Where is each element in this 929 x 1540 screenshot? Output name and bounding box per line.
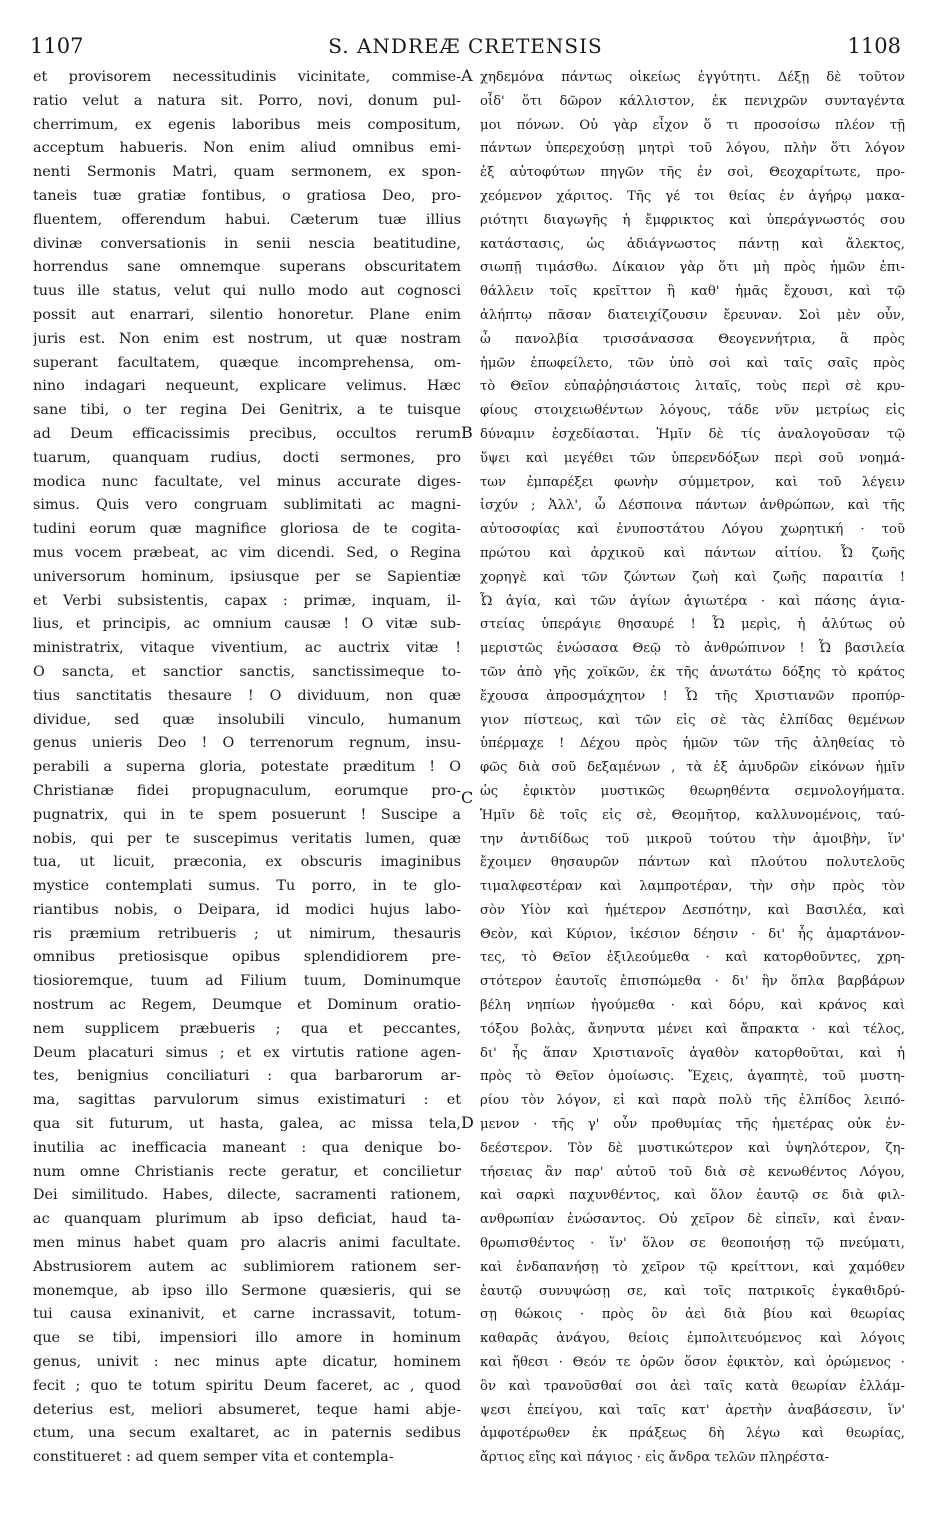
latin-text-line: tiosioremque, tuum ad Filium tuum, Dominumque [33, 973, 461, 990]
latin-text-line: ris præmium retribueris ; ut nimirum, thesauris [33, 925, 461, 942]
latin-text-line: ac quanquam plurimum ab ipso deficiat, haud ta- [33, 1211, 461, 1228]
greek-text-line: ὡς ἐφικτὸν μυστικῶς θεωρηθέντα σεμνολογήματα. [480, 783, 905, 799]
latin-text-line: pugnatrix, qui in te spem posuerunt ! Suscipe a [33, 806, 461, 823]
greek-text-line: βέλη νηπίων ἡγούμεθα · καὶ δόρυ, καὶ κράνος καὶ [480, 998, 905, 1014]
greek-text-line: των ἐμπαρέξει φωνὴν σύμμετρον, καὶ τοῦ λέγειν [480, 474, 905, 490]
latin-text-line: genus, univit : nec minus apte dicatur, hominem [33, 1354, 461, 1371]
latin-text-line: ratio velut a natura sit. Porro, novi, donum pul- [33, 92, 461, 109]
greek-text-line: ριότητι διαγωγῆς ἡ ἔμφρικτος καὶ ὑπεράγνωστός σου [480, 212, 905, 228]
greek-text-line: γιον πίστεως, καὶ τῶν εἰς σὲ τὰς ἐλπίδας θεμένων [480, 712, 905, 728]
latin-text-line: superant facultatem, quæque incomprehensa, om- [33, 354, 461, 371]
greek-text-line: τόξου βολὰς, ἄνηνυτα μένει καὶ ἄπρακτα · καὶ τέλος, [480, 1021, 905, 1037]
latin-text-line: O sancta, et sanctior sanctis, sanctissimeque to- [33, 663, 461, 680]
greek-text-line: θάλλειν τοῖς κρεῖττον ἢ καθ' ἡμᾶς ἔχουσι, καὶ τῷ [480, 284, 905, 300]
latin-text-line: et Verbi subsistentis, capax : primæ, inquam, il- [33, 592, 461, 609]
latin-text-line: Abstrusiorem autem ac sublimiorem rationem ser- [33, 1258, 461, 1275]
greek-column [480, 66, 905, 1470]
margin-marker-d: D [461, 1113, 474, 1132]
latin-text-line: que se tibi, impensiori illo amore in hominum [33, 1330, 461, 1347]
latin-text-line: tuus ille status, velut qui nullo modo aut cognosci [33, 283, 461, 300]
greek-text-line: μοι πόνων. Οὐ γὰρ εἶχον ὅ τι προσοίσω πλέον τῇ [480, 117, 905, 133]
greek-text-line: καθαρᾶς ἀνάγου, θείοις ἐμπολιτευόμενος καὶ λόγοις [480, 1331, 905, 1347]
greek-text-line: δι' ἧς ἅπαν Χριστιανοῖς ἀγαθὸν κατορθοῦται, καὶ ἡ [480, 1045, 905, 1061]
greek-text-line: ἡμῶν ἐπωφείλετο, τῶν ὑπὸ σοὶ καὶ ταῖς σαῖς πρὸς [480, 355, 905, 371]
greek-text-line: πάντων ὑπερεχούσῃ μητρὶ τοῦ λόγου, πλὴν ὅτι λόγον [480, 141, 905, 157]
greek-text-line: ὃν καὶ τρανοῦσθαί σοι ἀεὶ ταῖς κατὰ θεωρίαν ἐλλάμ- [480, 1378, 905, 1394]
latin-text-line: lius, et principis, ac omnium causæ ! O vitæ sub- [33, 616, 461, 633]
greek-text-line: φῶς διὰ σοῦ δεξαμένων , τὰ ἐξ ἀμυδρῶν εἰκόνων ἡμῖν [480, 760, 905, 776]
latin-text-line: sane tibi, o ter regina Dei Genitrix, a te tuisque [33, 402, 461, 419]
greek-text-line: ὕψει καὶ μεγέθει τῶν ὑπερενδόξων περὶ σοῦ νοημά- [480, 450, 905, 466]
greek-text-line: ανθρωπίαν ἑνώσαντος. Οὐ χεῖρον δὲ εἰπεῖν, καὶ ἐναν- [480, 1212, 905, 1228]
latin-text-line: fluentem, offerendum habui. Cæterum tuæ illius [33, 211, 461, 228]
greek-text-line: Θεὸν, καὶ Κύριον, ἱκέσιον δέησιν · δι' ἧς ἁμαρτάνον- [480, 926, 905, 942]
greek-text-line: την ἀντιδίδως τοῦ μικροῦ τούτου τὴν ἀμοιβὴν, ἵν' [480, 831, 905, 847]
greek-text-line: χηδεμόνα πάντως οἰκείως ἐγγύτητι. Δέξῃ δὲ τοῦτον [480, 70, 905, 85]
latin-text-line: mus vocem præbeat, ac vim dicendi. Sed, o Regina [33, 544, 461, 561]
latin-text-line: men minus habet quam pro alacris animi facultate. [33, 1235, 461, 1252]
latin-text-line: Christianæ fidei propugnaculum, eorumque pro- [33, 782, 461, 799]
greek-text-line: σὸν Υἱὸν καὶ ἡμέτερον Δεσπότην, καὶ Βασιλέα, καὶ [480, 902, 905, 918]
latin-text-line: fecit ; quo te totum spiritu Deum faceret, ac , quod [33, 1377, 461, 1394]
right-page-number: 1108 [847, 34, 901, 58]
latin-text-line: juris est. Non enim est nostrum, ut quæ nostram [33, 330, 461, 347]
greek-text-line: δύναμιν ἐσχεδίασται. Ἡμῖν δὲ τίς ἀναλογοῦσαν τῷ [480, 426, 905, 442]
greek-text-line: θρωπισθέντος · ἵν' ὅλον σε θεοποιήσῃ τῷ πνεύματι, [480, 1236, 905, 1252]
greek-text-line: οἶδ' ὅτι δῶρον κάλλιστον, ἐκ πενιχρῶν συνταγέντα [480, 93, 905, 109]
latin-text-line: qua sit futurum, ut hasta, galea, ac missa tela, [33, 1116, 461, 1133]
latin-text-line: deterius est, meliori absumeret, teque hami abje- [33, 1401, 461, 1418]
latin-text-line: mystice contemplati sumus. Tu porro, in te glo- [33, 878, 461, 895]
greek-text-line: ἰσχύν ; Ἀλλ', ὦ Δέσποινα πάντων ἀνθρώπων, καὶ τῆς [480, 498, 905, 514]
latin-text-line: constitueret : ad quem semper vita et contempla- [33, 1449, 394, 1466]
greek-text-line: ἀμφοτέρωθεν ἐκ πράξεως δὴ λέγω καὶ θεωρίας, [480, 1426, 905, 1442]
greek-text-line: ἔχουσα ἀπροσμάχητον ! Ὦ τῆς Χριστιανῶν προπύρ- [480, 688, 905, 704]
latin-text-line: horrendus sane omnemque superans obscuritatem [33, 259, 461, 276]
latin-text-line: universorum hominum, ipsiusque per se Sapientiæ [33, 568, 461, 585]
greek-text-line: πρὸς τὸ Θεῖον ὁμοίωσις. Ἔχεις, ἀγαπητὲ, τοῦ μυστη- [480, 1069, 905, 1085]
latin-text-line: genus unieris Deo ! O terrenorum regnum, insu- [33, 735, 461, 752]
latin-text-line: acceptum habueris. Non enim aliud omnibus emi- [33, 140, 461, 157]
latin-text-line: num omne Christianis recte geratur, et concilietur [33, 1163, 461, 1180]
greek-text-line: Ἡμῖν δὲ τοῖς εἰς σὲ, Θεομῆτορ, καλλυνομένοις, ταύ- [480, 807, 905, 823]
greek-text-line: χεόμενον χάριτος. Τῆς γέ τοι θείας ἐν ἀγήρῳ μακα- [480, 188, 905, 204]
latin-text-line: omnibus pretiosisque opibus splendidiorem pre- [33, 949, 461, 966]
greek-text-line: τὸ Θεῖον εὐπαῤῥησιάστοις λιταῖς, τοὺς περὶ σὲ κρυ- [480, 379, 905, 395]
greek-text-line: φίους στοιχειωθέντων λόγους, τάδε νῦν μετρίως εἰς [480, 403, 905, 419]
margin-marker-b: B [461, 423, 473, 442]
latin-column [33, 66, 461, 1470]
greek-text-line: κατάστασις, ὡς ἀδιάγνωστος πάντῃ καὶ ἄλεκτος, [480, 236, 905, 252]
latin-text-line: dividue, sed quæ insolubili vinculo, humanum [33, 711, 461, 728]
latin-text-line: tudini eorum quæ magnifice gloriosa de te cogita- [33, 521, 461, 538]
latin-text-line: tius sanctitatis thesaure ! O dividuum, non quæ [33, 687, 461, 704]
latin-text-line: tuarum, quanquam rudius, docti sermones, pro [33, 449, 461, 466]
greek-text-line: στότερον ἑαυτοῖς ἐπισπώμεθα · δι' ἣν ὅπλα βαρβάρων [480, 974, 905, 990]
latin-text-line: possit aut enarrari, silentio honoretur. Plane enim [33, 306, 461, 323]
greek-text-line: στείας ὑπεράγιε θησαυρέ ! Ὦ μερὶς, ἡ ἀλύτως οὐ [480, 617, 905, 633]
margin-marker-a: A [461, 66, 473, 85]
latin-text-line: monemque, ab ipso illo Sermone quæsieris, qui se [33, 1282, 461, 1299]
greek-text-line: ἑαυτῷ συνυψώσῃ σε, καὶ τοῖς πατρικοῖς ἐγκαθιδρύ- [480, 1283, 905, 1299]
greek-text-line: μενον · τῆς γ' οὖν προθυμίας τῆς ἡμετέρας οὐκ ἐν- [480, 1117, 905, 1133]
latin-text-line: taneis tuæ gratiæ fontibus, o gratiosa Deo, pro- [33, 187, 461, 204]
latin-text-line: tui causa exinanivit, et carne incrassavit, totum- [33, 1306, 461, 1323]
greek-text-line: ρίου τὸν λόγον, εἰ καὶ παρὰ πολὺ τῆς ἐλπίδος λειπό- [480, 1093, 905, 1109]
margin-marker-c: C [461, 788, 474, 807]
latin-text-line: ctum, una secum exaltaret, ac in paternis sedibus [33, 1425, 461, 1442]
greek-text-line: καὶ σαρκὶ παχυνθέντος, καὶ ὅλον ἑαυτῷ σε διὰ φιλ- [480, 1188, 905, 1204]
latin-text-line: nobis, qui per te suscepimus veritatis lumen, quæ [33, 830, 461, 847]
latin-text-line: divinæ conversationis in senii nescia beatitudine, [33, 235, 461, 252]
greek-text-line: ἐξ αὐτοφύτων πηγῶν τῆς ἐν σοὶ, Θεοχαρίτωτε, προ- [480, 165, 905, 181]
latin-text-line: et provisorem necessitudinis vicinitate, commise- [33, 69, 461, 85]
running-title: S. ANDREÆ CRETENSIS [328, 34, 603, 58]
latin-text-line: tua, ut licuit, præconia, ex obscuris imaginibus [33, 854, 461, 871]
greek-text-line: ἄρτιος εἴης καὶ πάγιος · εἰς ἄνδρα τελῶν πληρέστα- [480, 1450, 830, 1466]
greek-text-line: ψεσι ἐπείγου, καὶ ταῖς κατ' ἀρετὴν ἀναβάσεσιν, ἵν' [480, 1402, 905, 1418]
greek-text-line: πρώτου καὶ ἀρχικοῦ καὶ πάντων αἰτίου. Ὦ ζωῆς [480, 545, 905, 561]
latin-text-line: ministratrix, vitaque viventium, ac auctrix vitæ ! [33, 640, 461, 657]
greek-text-line: ὦ πανολβία τρισσάνασσα Θεογεννήτρια, ἃ πρὸς [480, 331, 905, 347]
greek-text-line: ὑπέρμαχε ! Δέχου πρὸς ἡμῶν τῶν τῆς ἀληθείας τὸ [480, 736, 905, 752]
latin-text-line: ma, sagittas parvulorum simus existimaturi : et [33, 1092, 461, 1109]
latin-text-line: inutilia ac inefficacia maneant : qua denique bo- [33, 1139, 461, 1156]
greek-text-line: τῶν ἀπὸ γῆς χοϊκῶν, ἐκ τῆς ἀνωτάτω δόξης τὸ κράτος [480, 664, 905, 680]
greek-text-line: καὶ ἤθεσι · Θεόν τε ὁρῶν ὅσον ἐφικτὸν, καὶ ὁρώμενος · [480, 1355, 905, 1371]
latin-text-line: nostrum ac Regem, Deumque et Dominum oratio- [33, 997, 461, 1014]
latin-text-line: modica nunc facultate, vel minus accurate diges- [33, 473, 461, 490]
greek-text-line: σῃ θώκοις · πρὸς ὃν ἀεὶ διὰ βίου καὶ θεωρίας [480, 1307, 905, 1323]
latin-text-line: nino indagari nequeunt, explicare velimus. Hæc [33, 378, 461, 395]
latin-text-line: Deum placaturi simus ; et ex virtutis ratione agen- [33, 1044, 461, 1061]
greek-text-line: τες, τὸ Θεῖον ἐξιλεούμεθα · καὶ κατορθοῦντες, χρη- [480, 950, 905, 966]
latin-text-line: simus. Quis vero congruam sublimitati ac magni- [33, 497, 461, 514]
page-header [30, 34, 901, 64]
latin-text-line: nenti Sermonis Matri, quam sermonem, ex spon- [33, 164, 461, 181]
latin-text-line: tes, benignius conciliaturi : qua barbarorum ar- [33, 1068, 461, 1085]
latin-text-line: Dei similitudo. Habes, dilecte, sacramenti rationem, [33, 1187, 461, 1204]
latin-text-line: cherrimum, ex egenis laboribus meis compositum, [33, 116, 461, 133]
greek-text-line: Ὦ ἁγία, καὶ τῶν ἁγίων ἁγιωτέρα · καὶ πάσης ἁγια- [480, 593, 905, 609]
greek-text-line: τήσειας ἂν παρ' αὐτοῦ τοῦ διὰ σὲ κενωθέντος Λόγου, [480, 1164, 905, 1180]
latin-text-line: perabili a superna gloria, potestate præditum ! O [33, 759, 461, 776]
latin-text-line: nem supplicem præbueris ; qua et peccantes, [33, 1020, 461, 1037]
latin-text-line: ad Deum efficacissimis precibus, occultos rerum [33, 425, 461, 442]
greek-text-line: ἀλήπτῳ πᾶσαν διατειχίζουσιν ἔρευναν. Σοὶ μὲν οὖν, [480, 307, 905, 323]
greek-text-line: δεέστερον. Τὸν δὲ μυστικώτερον καὶ ὑψηλότερον, ζη- [480, 1140, 905, 1156]
greek-text-line: χορηγὲ καὶ τῶν ζώντων ζωὴ καὶ ζωῆς παραιτία ! [480, 569, 905, 585]
greek-text-line: ἔχοιμεν θησαυρῶν πάντων καὶ πλούτου πολυτελοῦς [480, 855, 905, 871]
greek-text-line: σιωπῇ τιμάσθω. Δίκαιον γὰρ ὅτι μὴ πρὸς ἡμῶν ἐπι- [480, 260, 905, 276]
latin-text-line: riantibus nobis, o Deipara, id modici hujus labo- [33, 901, 461, 918]
left-page-number: 1107 [30, 34, 84, 58]
greek-text-line: τιμαλφεστέραν καὶ λαμπροτέραν, τὴν σὴν πρὸς τὸν [480, 879, 905, 895]
greek-text-line: αὐτοσοφίας καὶ ἐνυποστάτου Λόγου χωρητική · τοῦ [480, 522, 905, 538]
greek-text-line: μεριστῶς ἑνώσασα Θεῷ τὸ ἀνθρώπινον ! Ὦ βασιλεία [480, 641, 905, 657]
greek-text-line: καὶ ἐνδαπανήσῃ τὸ χεῖρον τῷ κρείττονι, καὶ χαμόθεν [480, 1259, 905, 1275]
